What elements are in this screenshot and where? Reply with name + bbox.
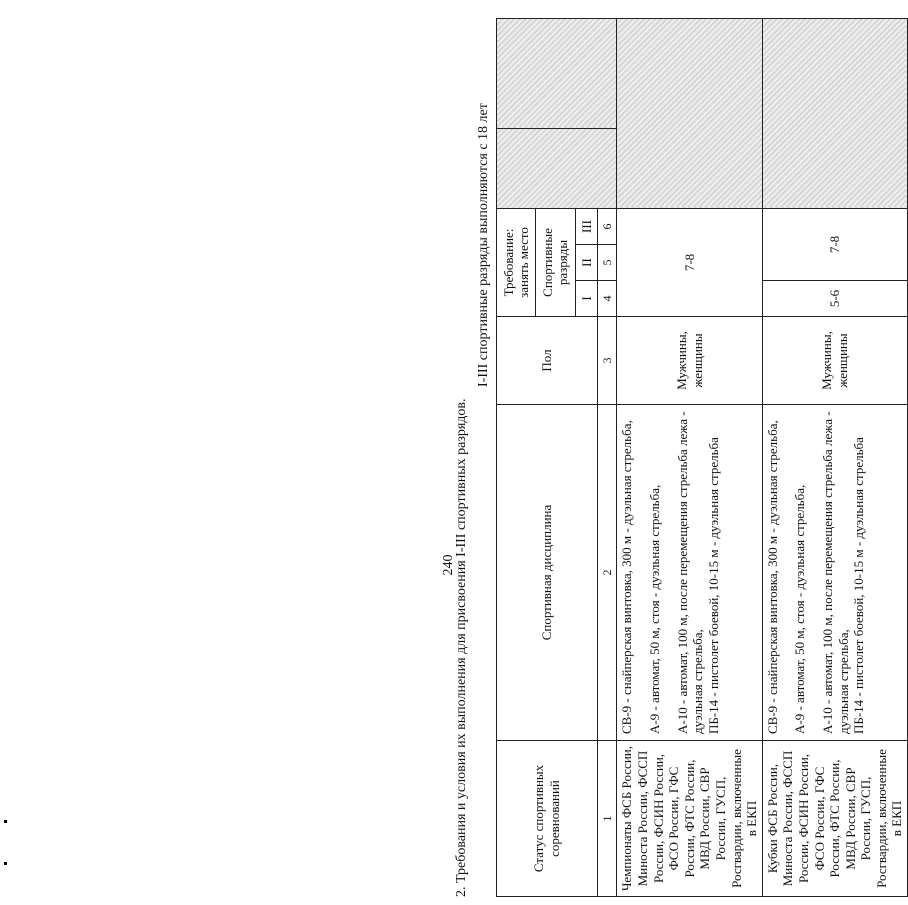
header-discipline: Спортивная дисциплина (497, 405, 598, 741)
discipline-line: ПБ-14 - пистолет боевой, 10-15 м - дуэльная стрельба (851, 437, 867, 734)
places-rank-1-cell: 5-6 (762, 281, 907, 317)
scan-speck (4, 862, 7, 865)
requirements-table (496, 18, 908, 897)
section-caption: 2. Требования и условия их выполнения для присвоения I-III спортивных разрядов. (454, 398, 469, 897)
table-row (762, 18, 907, 896)
header-requirement: Требование: занять место (497, 208, 536, 316)
places-cell: 7-8 (617, 208, 762, 316)
discipline-line: А-10 - автомат, 100 м, после перемещения стрельба лежа - дуэльная стрельба, (819, 411, 851, 734)
header-ranks: Спортивные разряды (536, 208, 575, 316)
discipline-line: А-9 - автомат, 50 м, стоя - дуэльная стрельба, (646, 484, 662, 734)
discipline-line: СВ-9 - снайперская винтовка, 300 м - дуэльная стрельба, (764, 420, 780, 734)
header-row (497, 18, 536, 896)
table-row (617, 18, 762, 896)
status-cell: Кубки ФСБ России, Миноста России, ФССП России, ФСИН России, ФСО России, ГФС России, ФТС России, МВД России, СВР России, ГУСП, Росгвардии, включенные в ЕКП (762, 741, 907, 897)
discipline-cell (617, 405, 762, 741)
header-gender: Пол (497, 317, 598, 405)
header-rank-2: II (575, 245, 597, 281)
status-cell: Чемпионаты ФСБ России, Миноста России, ФССП России, ФСИН России, ФСО России, ГФС России, ФТС России, МВД России, СВР России, ГУСП, Росгвардии, включенные в ЕКП (617, 741, 762, 897)
discipline-line: А-10 - автомат, 100 м, после перемещения стрельба лежа - дуэльная стрельба, (674, 411, 706, 734)
page-number: 240 (441, 554, 456, 576)
column-number: 5 (598, 245, 617, 281)
shaded-cell (497, 18, 617, 128)
shaded-cell (617, 18, 762, 208)
column-number: 1 (598, 741, 617, 897)
discipline-cell (762, 405, 907, 741)
scan-speck (4, 820, 7, 823)
shaded-cell (762, 18, 907, 208)
column-number: 6 (598, 208, 617, 244)
discipline-line: СВ-9 - снайперская винтовка, 300 м - дуэльная стрельба, (619, 420, 635, 734)
discipline-line: А-9 - автомат, 50 м, стоя - дуэльная стрельба, (792, 484, 808, 734)
discipline-line: ПБ-14 - пистолет боевой, 10-15 м - дуэльная стрельба (705, 437, 721, 734)
shaded-cell (497, 128, 617, 208)
gender-cell: Мужчины, женщины (762, 317, 907, 405)
column-number: 3 (598, 317, 617, 405)
places-rank-2-cell: 7-8 (762, 208, 907, 280)
header-rank-3: III (575, 208, 597, 244)
column-number: 2 (598, 405, 617, 741)
header-rank-1: I (575, 281, 597, 317)
column-number: 4 (598, 281, 617, 317)
table-subtitle: I-III спортивные разряды выполняются с 18 лет (476, 103, 491, 387)
gender-cell: Мужчины, женщины (617, 317, 762, 405)
header-status: Статус спортивных соревнований (497, 741, 598, 897)
